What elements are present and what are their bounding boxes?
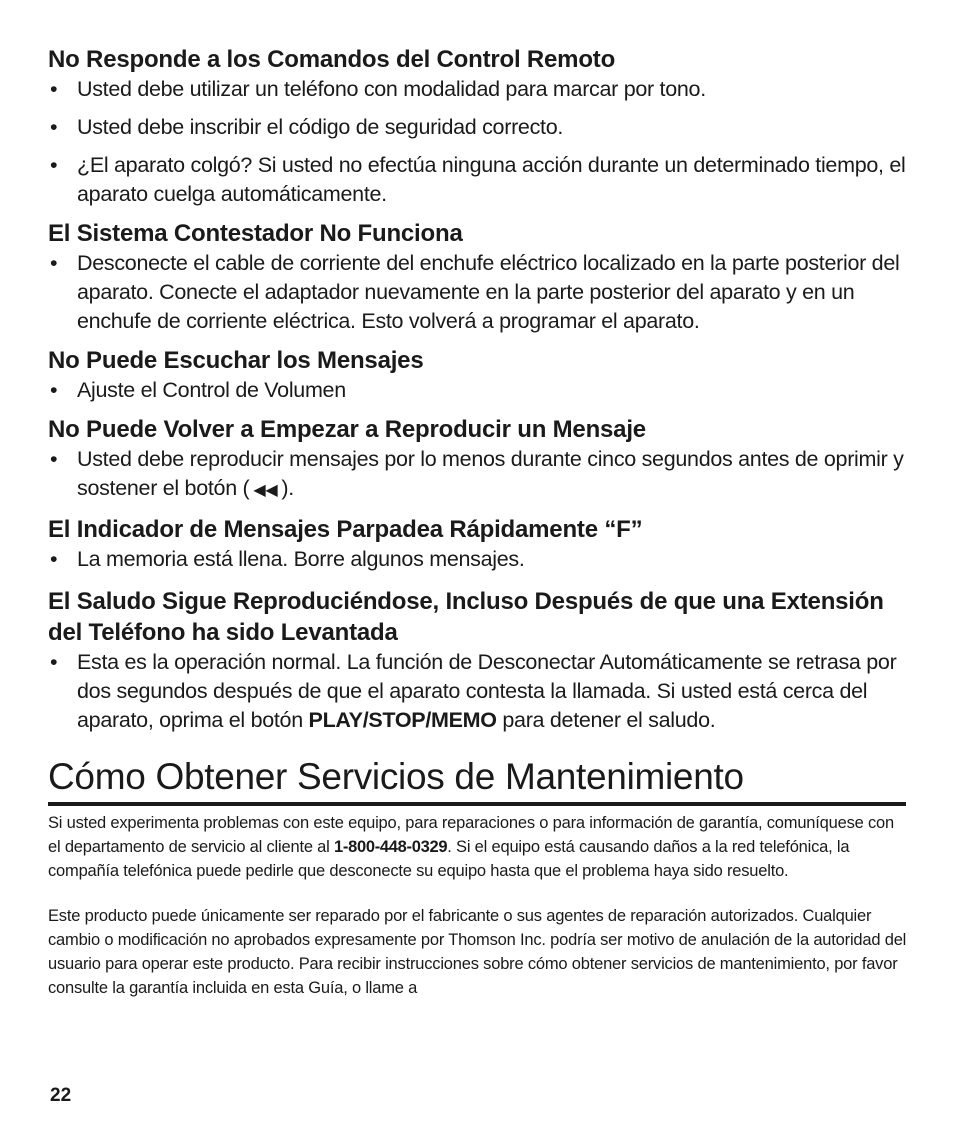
service-title: Cómo Obtener Servicios de Mantenimiento: [48, 756, 744, 797]
service-paragraph-1: Si usted experimenta problemas con este equipo, para reparaciones o para información de garantía, comuníquese con el departamento de servicio al cliente al 1-800-448-0329. Si el equipo está causando daños a la red telefónica, la compañía telefónica puede pedirle que desconecte su equipo hasta que el problema haya sido resuelto.: [48, 814, 895, 880]
bullet: •: [50, 77, 58, 101]
section-heading: El Sistema Contestador No Funciona: [48, 220, 463, 247]
section-heading: No Puede Volver a Empezar a Reproducir un Mensaje: [48, 416, 646, 443]
section-heading: No Responde a los Comandos del Control Remoto: [48, 46, 616, 73]
page-content: [48, 44, 908, 1000]
bullet-list: [48, 376, 908, 405]
rewind-icon: ◀◀: [253, 482, 278, 499]
list-item: • Desconecte el cable de corriente del enchufe eléctrico localizado en la parte posterior del aparato. Conecte el adaptador nuevamente en la parte posterior del aparato y en un enchufe de corriente eléctrica. Esto volverá a programar el aparato.: [50, 251, 900, 333]
title-rule: [48, 802, 906, 806]
page-number: 22: [50, 1085, 72, 1106]
list-item: • ¿El aparato colgó? Si usted no efectúa ninguna acción durante un determinado tiempo, el aparato cuelga automáticamente.: [50, 153, 906, 206]
bullet: •: [50, 251, 58, 275]
bullet: •: [50, 153, 58, 177]
section-answering-system: [48, 218, 908, 336]
list-item: • Esta es la operación normal. La función de Desconectar Automáticamente se retrasa por dos segundos después de que el aparato contesta la llamada. Si usted está cerca del aparato, oprima el botón PLAY/STOP/MEMO para detener el saludo.: [50, 650, 897, 732]
list-item: • Usted debe reproducir mensajes por lo menos durante cinco segundos antes de oprimir y sostener el botón ( ◀◀ ).: [48, 445, 908, 505]
list-item: • Usted debe utilizar un teléfono con modalidad para marcar por tono.: [48, 75, 908, 104]
bullet-list: [48, 75, 908, 209]
bullet-list: [48, 545, 908, 574]
service-phone-number: 1-800-448-0329: [334, 838, 448, 856]
bullet: •: [50, 378, 58, 402]
bullet: •: [50, 447, 58, 471]
section-remote-control: [48, 44, 908, 209]
list-item: • Usted debe inscribir el código de seguridad correcto.: [48, 113, 908, 142]
service-paragraph-2: Este producto puede únicamente ser reparado por el fabricante o sus agentes de reparación autorizados. Cualquier cambio o modificación no aprobados expresamente por Thomson Inc. podría ser motivo de anulación de la autoridad del usuario para operar este producto. Para recibir instrucciones sobre cómo obtener servicios de mantenimiento, por favor consulte la garantía incluida en esta Guía, o llame a: [48, 907, 907, 997]
bullet: •: [50, 547, 58, 571]
section-heading: El Saludo Sigue Reproduciéndose, Incluso Después de que una Extensión del Teléfono ha sido Levantada: [48, 588, 884, 646]
bullet-list: [48, 445, 908, 505]
section-heading: No Puede Escuchar los Mensajes: [48, 347, 424, 374]
section-replay-message: [48, 414, 908, 505]
play-stop-memo-label: PLAY/STOP/MEMO: [308, 708, 497, 732]
section-cannot-hear-messages: [48, 345, 908, 405]
bullet-list: [48, 249, 908, 336]
list-item: • La memoria está llena. Borre algunos mensajes.: [48, 545, 908, 574]
section-greeting-continues: [48, 586, 908, 735]
service-section: [48, 755, 908, 1000]
list-item: • Ajuste el Control de Volumen: [48, 376, 908, 405]
bullet-list: [48, 648, 908, 735]
bullet: •: [50, 650, 58, 674]
section-heading: El Indicador de Mensajes Parpadea Rápidamente “F”: [48, 516, 643, 543]
bullet: •: [50, 115, 58, 139]
section-message-indicator: [48, 514, 908, 574]
